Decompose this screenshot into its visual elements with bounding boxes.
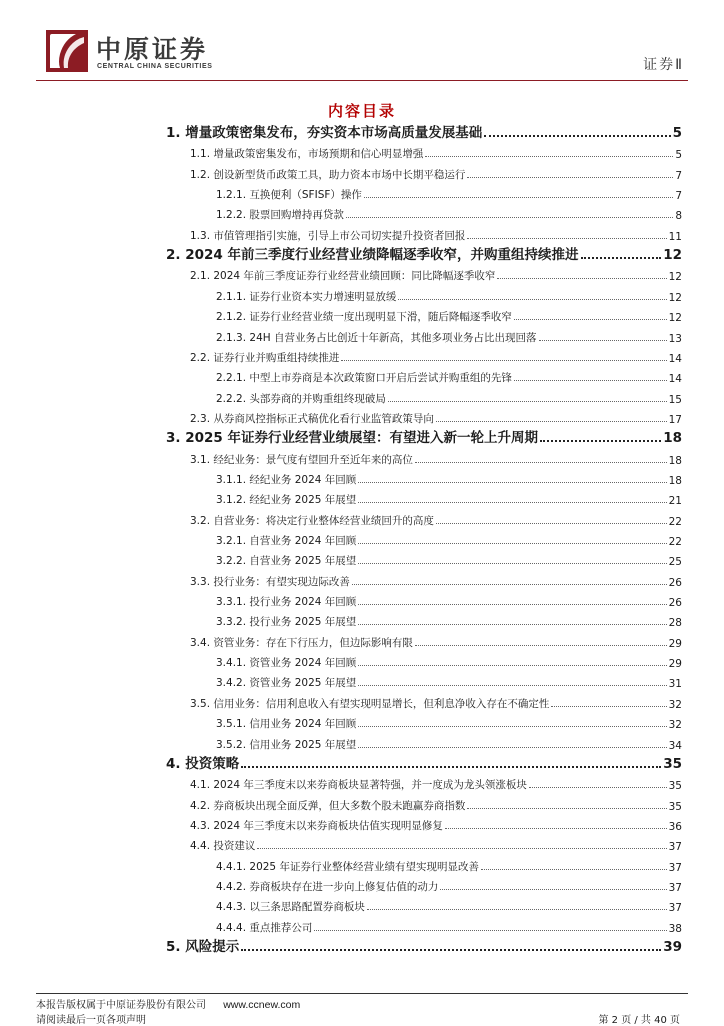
toc-entry[interactable] — [216, 528, 682, 548]
toc-entry-title: 5. 风险提示 — [166, 939, 240, 955]
toc-entry[interactable] — [190, 263, 682, 283]
page-number: 第 2 页 / 共 40 页 — [598, 1015, 680, 1026]
toc-leader-dots — [358, 563, 666, 564]
toc-entry-title: 2.1.3. 24H 自营业务占比创近十年新高，其他多项业务占比出现回落 — [216, 331, 537, 344]
toc-leader-dots — [551, 706, 666, 707]
toc-leader-dots — [539, 340, 667, 341]
toc-entry[interactable] — [216, 365, 682, 385]
toc-leader-dots — [540, 440, 661, 442]
website-link[interactable]: www.ccnew.com — [223, 999, 301, 1011]
toc-entry-page: 35 — [668, 800, 682, 813]
toc-entry[interactable] — [190, 691, 682, 711]
toc-leader-dots — [467, 808, 666, 809]
toc-entry[interactable] — [190, 508, 682, 528]
copyright-text: 本报告版权属于中原证券股份有限公司 — [36, 1000, 206, 1011]
toc-entry-title: 1. 增量政策密集发布，夯实资本市场高质量发展基础 — [166, 125, 483, 141]
toc-entry-title: 3.4.2. 资管业务 2025 年展望 — [216, 677, 357, 690]
toc-entry[interactable] — [216, 386, 682, 406]
toc-entry-title: 3.1. 经纪业务：景气度有望回升至近年来的高位 — [190, 453, 413, 466]
toc-entry-title: 3.5.1. 信用业务 2024 年回顾 — [216, 718, 357, 731]
toc-entry[interactable] — [216, 711, 682, 731]
toc-entry[interactable] — [190, 772, 682, 792]
toc-entry[interactable] — [166, 752, 682, 772]
toc-entry-page: 8 — [675, 210, 682, 223]
logo-english-name: CENTRAL CHINA SECURITIES — [97, 63, 213, 70]
industry-tag: 证券Ⅱ — [643, 57, 684, 73]
toc-title: 内容目录 — [327, 102, 396, 120]
toc-leader-dots — [241, 949, 661, 951]
toc-leader-dots — [388, 401, 667, 402]
toc-entry[interactable] — [216, 670, 682, 690]
toc-leader-dots — [241, 766, 661, 768]
toc-entry-page: 5 — [675, 149, 682, 162]
toc-entry-page: 13 — [668, 332, 682, 345]
toc-entry-page: 12 — [668, 271, 682, 284]
toc-entry-title: 3.3.1. 投行业务 2024 年回顾 — [216, 596, 357, 609]
toc-leader-dots — [436, 523, 667, 524]
toc-entry-title: 3.2. 自营业务：将决定行业整体经营业绩回升的高度 — [190, 514, 434, 527]
toc-entry[interactable] — [190, 345, 682, 365]
toc-entry-page: 29 — [668, 658, 682, 671]
toc-entry[interactable] — [190, 141, 682, 161]
toc-leader-dots — [415, 645, 667, 646]
toc-entry[interactable] — [216, 915, 682, 935]
footer-copyright-line — [36, 996, 300, 1011]
toc-entry-page: 37 — [668, 841, 682, 854]
toc-entry-page: 18 — [668, 474, 682, 487]
toc-leader-dots — [436, 421, 667, 422]
toc-entry-title: 4.1. 2024 年三季度末以来券商板块显著特强，并一度成为龙头领涨板块 — [190, 779, 527, 792]
toc-entry[interactable] — [190, 162, 682, 182]
toc-leader-dots — [257, 848, 666, 849]
toc-entry-page: 21 — [668, 495, 682, 508]
toc-entry-page: 18 — [663, 430, 682, 447]
toc-entry-title: 4.4.1. 2025 年证券行业整体经营业绩有望实现明显改善 — [216, 860, 479, 873]
toc-entry-title: 2.1. 2024 年前三季度证券行业经营业绩回顾：同比降幅逐季收窄 — [190, 270, 496, 283]
toc-leader-dots — [481, 869, 667, 870]
toc-entry-page: 39 — [663, 939, 682, 955]
toc-entry-title: 4.4. 投资建议 — [190, 840, 256, 853]
toc-entry[interactable] — [216, 732, 682, 752]
toc-leader-dots — [467, 238, 666, 239]
toc-leader-dots — [358, 665, 666, 666]
toc-entry[interactable] — [216, 874, 682, 894]
logo-chinese-name: 中原证券 — [96, 35, 209, 64]
toc-leader-dots — [358, 726, 666, 727]
toc-entry[interactable] — [216, 487, 682, 507]
toc-entry-title: 2.2. 证券行业并购重组持续推进 — [190, 351, 340, 364]
toc-entry-page: 34 — [668, 739, 682, 752]
toc-entry[interactable] — [216, 548, 682, 568]
toc-leader-dots — [364, 197, 673, 198]
toc-entry-page: 12 — [663, 247, 682, 264]
toc-entry-title: 3.1.1. 经纪业务 2024 年回顾 — [216, 473, 357, 486]
toc-entry[interactable] — [216, 854, 682, 874]
toc-leader-dots — [398, 299, 666, 300]
toc-entry[interactable] — [190, 569, 682, 589]
toc-entry-title: 2.1.2. 证券行业经营业绩一度出现明显下滑，随后降幅逐季收窄 — [216, 311, 512, 324]
toc-entry[interactable] — [216, 650, 682, 670]
toc-entry-page: 11 — [668, 230, 682, 243]
footer-divider — [36, 993, 688, 994]
toc-entry-title: 2. 2024 年前三季度行业经营业绩降幅逐季收窄，并购重组持续推进 — [166, 247, 579, 264]
toc-entry-page: 17 — [668, 413, 682, 426]
toc-leader-dots — [346, 217, 673, 218]
toc-entry-title: 3.4.1. 资管业务 2024 年回顾 — [216, 657, 357, 670]
toc-leader-dots — [497, 278, 666, 279]
toc-entry-title: 4.3. 2024 年三季度末以来券商板块估值实现明显修复 — [190, 819, 443, 832]
toc-leader-dots — [314, 930, 666, 931]
toc-entry[interactable] — [216, 609, 682, 629]
toc-entry-page: 12 — [668, 312, 682, 325]
toc-entry-page: 22 — [668, 515, 682, 528]
toc-leader-dots — [358, 502, 666, 503]
toc-entry[interactable] — [216, 325, 682, 345]
toc-entry-page: 14 — [668, 373, 682, 386]
toc-entry-page: 32 — [668, 698, 682, 711]
toc-entry-title: 4.4.3. 以三条思路配置券商板块 — [216, 901, 365, 914]
toc-leader-dots — [415, 462, 667, 463]
toc-entry-page: 31 — [668, 678, 682, 691]
toc-entry-page: 7 — [675, 190, 682, 203]
toc-entry[interactable] — [190, 793, 682, 813]
toc-entry-page: 37 — [668, 881, 682, 894]
toc-leader-dots — [529, 787, 667, 788]
toc-entry-title: 1.2.2. 股票回购增持再贷款 — [216, 209, 344, 222]
toc-leader-dots — [358, 482, 666, 483]
toc-leader-dots — [445, 828, 667, 829]
toc-entry-title: 4.4.4. 重点推荐公司 — [216, 921, 313, 934]
toc-entry-title: 3.5. 信用业务：信用利息收入有望实现明显增长，但利息净收入存在不确定性 — [190, 697, 550, 710]
toc-entry[interactable] — [190, 223, 682, 243]
toc-entry-page: 15 — [668, 393, 682, 406]
toc-entry[interactable] — [216, 467, 682, 487]
toc-entry[interactable] — [190, 447, 682, 467]
toc-entry-page: 22 — [668, 536, 682, 548]
toc-entry-title: 3.5.2. 信用业务 2025 年展望 — [216, 738, 357, 751]
toc-leader-dots — [358, 685, 666, 686]
toc-leader-dots — [581, 257, 662, 259]
logo-mark-icon — [46, 30, 88, 72]
toc-entry-title: 1.3. 市值管理指引实施，引导上市公司切实提升投资者回报 — [190, 229, 466, 242]
toc-entry[interactable] — [216, 284, 682, 304]
toc-entry-page: 38 — [668, 922, 682, 935]
toc-entry-title: 4. 投资策略 — [166, 755, 240, 772]
toc-leader-dots — [341, 360, 666, 361]
toc-leader-dots — [440, 889, 666, 890]
toc-leader-dots — [467, 177, 673, 178]
toc-entry-page: 7 — [675, 169, 682, 182]
company-logo — [46, 30, 256, 74]
toc-entry-page: 37 — [668, 861, 682, 874]
toc-entry[interactable] — [166, 935, 682, 955]
toc-entry-page: 18 — [668, 454, 682, 467]
toc-leader-dots — [484, 135, 670, 137]
toc-entry[interactable] — [190, 630, 682, 650]
toc-entry-title: 1.1. 增量政策密集发布，市场预期和信心明显增强 — [190, 148, 424, 161]
toc-leader-dots — [514, 319, 667, 320]
toc-leader-dots — [358, 543, 666, 544]
toc-entry-page: 25 — [668, 556, 682, 569]
toc-entry-title: 2.1.1. 证券行业资本实力增速明显放缓 — [216, 290, 397, 303]
toc-entry-page: 28 — [668, 617, 682, 630]
toc-entry[interactable] — [166, 426, 682, 446]
toc-entry-page: 35 — [663, 755, 682, 772]
toc-entry[interactable] — [190, 833, 682, 853]
toc-entry-title: 1.2. 创设新型货币政策工具，助力资本市场中长期平稳运行 — [190, 168, 466, 181]
toc-leader-dots — [358, 747, 666, 748]
toc-entry-title: 2.2.1. 中型上市券商是本次政策窗口开启后尝试并购重组的先锋 — [216, 372, 512, 385]
toc-entry-page: 35 — [668, 780, 682, 793]
toc-entry-page: 12 — [668, 291, 682, 304]
toc-entry-page: 26 — [668, 576, 682, 589]
toc-entry[interactable] — [216, 202, 682, 222]
page-header — [0, 0, 724, 82]
toc-entry-title: 2.2.2. 头部券商的并购重组终现破局 — [216, 392, 386, 405]
toc-leader-dots — [514, 380, 667, 381]
toc-leader-dots — [358, 624, 666, 625]
toc-entry[interactable] — [166, 243, 682, 263]
toc-entry-title: 1.2.1. 互换便利（SFISF）操作 — [216, 189, 362, 202]
toc-entry[interactable] — [216, 894, 682, 914]
toc-entry-page: 26 — [668, 597, 682, 610]
toc-entry-page: 32 — [668, 719, 682, 732]
toc-entry[interactable] — [166, 121, 682, 141]
toc-entry-page: 14 — [668, 352, 682, 365]
toc-entry-title: 3.1.2. 经纪业务 2025 年展望 — [216, 494, 357, 507]
toc-entry-title: 3.3. 投行业务：有望实现边际改善 — [190, 575, 350, 588]
toc-leader-dots — [425, 156, 673, 157]
toc-entry-page: 5 — [672, 125, 682, 141]
disclaimer-note: 请阅读最后一页各项声明 — [36, 1015, 146, 1026]
toc-leader-dots — [358, 604, 666, 605]
toc-entry-title: 3.4. 资管业务：存在下行压力，但边际影响有限 — [190, 636, 413, 649]
toc-entry-title: 4.2. 券商板块出现全面反弹，但大多数个股未跑赢券商指数 — [190, 799, 466, 812]
toc-leader-dots — [352, 584, 667, 585]
toc-leader-dots — [367, 909, 667, 910]
toc-entry-title: 4.4.2. 券商板块存在进一步向上修复估值的动力 — [216, 880, 439, 893]
toc-entry-title: 3.2.1. 自营业务 2024 年回顾 — [216, 535, 357, 547]
toc-entry-title: 3.3.2. 投行业务 2025 年展望 — [216, 616, 357, 629]
toc-entry-page: 36 — [668, 820, 682, 833]
toc-entry[interactable] — [216, 589, 682, 609]
toc-entry-title: 2.3. 从券商风控指标正式稿优化看行业监管政策导向 — [190, 412, 434, 425]
toc-entry[interactable] — [216, 182, 682, 202]
toc-entry-page: 29 — [668, 637, 682, 650]
toc-entry-title: 3. 2025 年证券行业经营业绩展望：有望进入新一轮上升周期 — [166, 430, 538, 447]
toc-entry-title: 3.2.2. 自营业务 2025 年展望 — [216, 555, 357, 568]
toc-entry[interactable] — [190, 813, 682, 833]
toc-entry[interactable] — [190, 406, 682, 426]
header-divider — [36, 80, 688, 81]
toc-entry-page: 37 — [668, 902, 682, 915]
toc-entry[interactable] — [216, 304, 682, 324]
